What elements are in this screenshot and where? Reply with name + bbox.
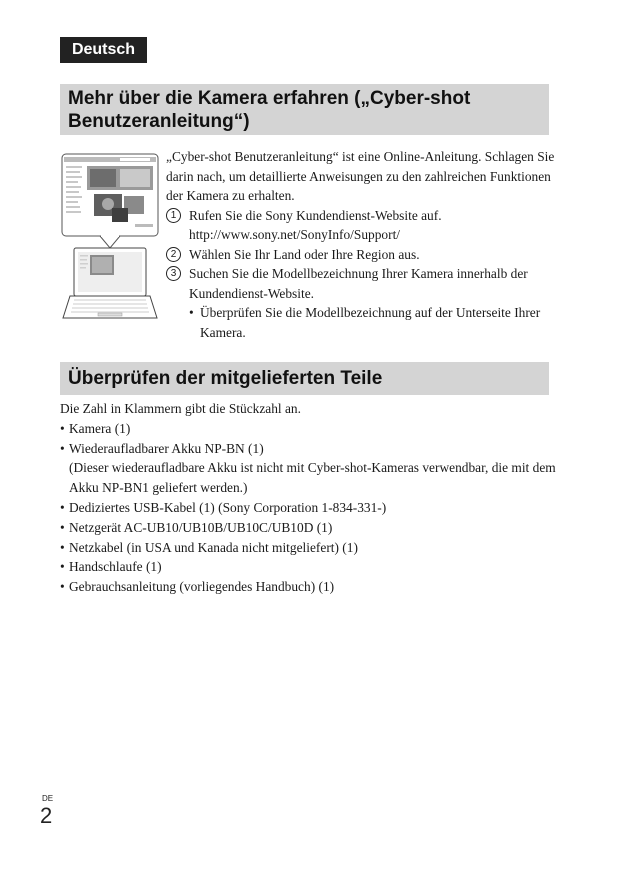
list-item: • Dediziertes USB-Kabel (1) (Sony Corporation 1-834-331-) — [60, 499, 387, 515]
step-number-3: 3 — [166, 266, 181, 281]
step-3 — [166, 264, 556, 303]
laptop-browser-illustration — [60, 152, 160, 322]
section-heading-supplied-items: Überprüfen der mitgelieferten Teile — [60, 362, 549, 395]
step-2-text: Wählen Sie Ihr Land oder Ihre Region aus. — [189, 246, 420, 262]
list-item: • Gebrauchsanleitung (vorliegendes Handbuch) (1) — [60, 579, 335, 595]
page-language-code: DE — [42, 794, 54, 803]
list-item: • Handschlaufe (1) — [60, 559, 162, 575]
sub-bullet-text: Überprüfen Sie die Modellbezeichnung auf der Unterseite Ihrer Kamera. — [200, 305, 541, 340]
step-3-text: Suchen Sie die Modellbezeichnung Ihrer Kamera innerhalb der Kundendienst-Website. — [189, 266, 528, 301]
list-item: • Netzgerät AC-UB10/UB10B/UB10C/UB10D (1) — [60, 519, 333, 535]
step-3-sub-bullet — [166, 303, 556, 342]
supplied-items-list — [60, 419, 560, 597]
step-number-2: 2 — [166, 247, 181, 262]
list-item: • Kamera (1) — [60, 420, 131, 436]
step-2 — [166, 245, 556, 265]
section-heading-user-guide: Mehr über die Kamera erfahren („Cyber-shot Benutzeranleitung“) — [60, 84, 549, 135]
supplied-items-intro: Die Zahl in Klammern gibt die Stückzahl an. — [60, 401, 301, 416]
step-number-1: 1 — [166, 208, 181, 223]
user-guide-text — [166, 147, 556, 342]
step-1 — [166, 206, 556, 245]
step-1-text: Rufen Sie die Sony Kundendienst-Website auf. — [189, 207, 442, 223]
language-tab: Deutsch — [60, 37, 147, 63]
akku-note: (Dieser wiederaufladbare Akku ist nicht mit Cyber-shot-Kameras verwendbar, die mit dem Akku NP-BN1 geliefert werden.) — [69, 460, 556, 496]
supplied-items — [60, 399, 560, 597]
bullet-dot: • — [189, 305, 194, 320]
support-url: http://www.sony.net/SonyInfo/Support/ — [189, 227, 401, 242]
user-guide-intro: „Cyber-shot Benutzeranleitung“ ist eine Online-Anleitung. Schlagen Sie darin nach, um detaillierte Anweisungen zu den zahlreichen Funktionen der Kamera zu erhalten. — [166, 149, 555, 203]
list-item: • Wiederaufladbarer Akku NP-BN (1) (Dieser wiederaufladbare Akku ist nicht mit Cyber-shot-Kameras verwendbar, die mit dem Akku NP-BN1 geliefert werden.) — [60, 440, 556, 496]
page-number: 2 — [40, 803, 53, 828]
list-item: • Netzkabel (in USA und Kanada nicht mitgeliefert) (1) — [60, 539, 358, 555]
